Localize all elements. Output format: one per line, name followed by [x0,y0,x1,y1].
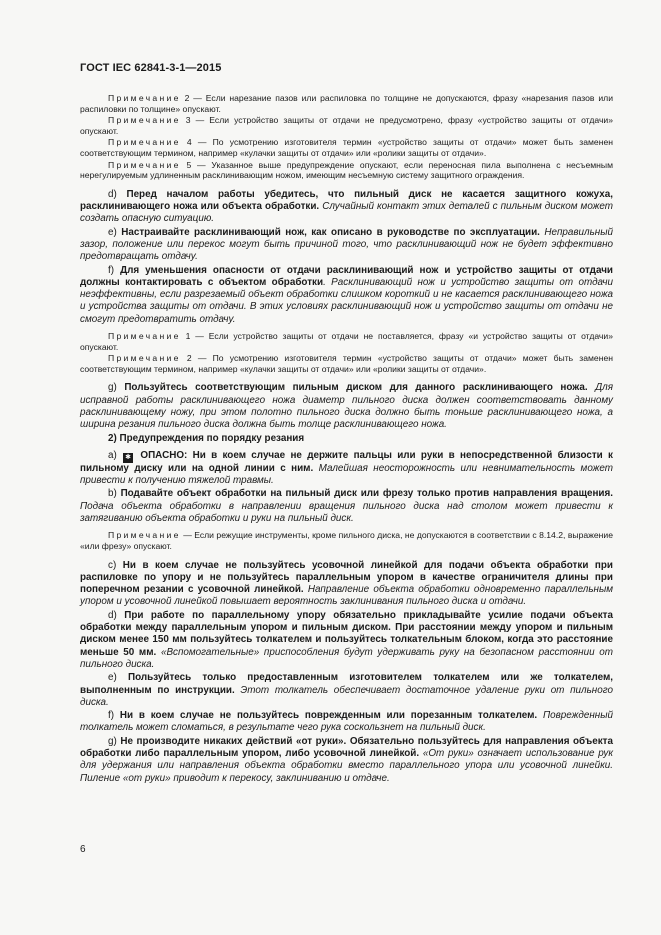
note-2: Примечание 2 — Если нарезание пазов или распиловка по толщине не допускаются, фразу «нарезания пазов или распиловки по толщине» опускают. [80,93,613,114]
paragraph-f2: f) Ни в коем случае не пользуйтесь поврежденным или порезанным толкателем. Поврежденный толкатель может сломаться, в результате чего рука соскользнет на пильный диск. [80,710,613,734]
document-body [80,93,613,786]
paragraph-e2: e) Пользуйтесь только предоставленным изготовителем толкателем или же толкателем, выполненным по инструкции. Этот толкатель обеспечивает достаточное удаление руки от пильного диска. [80,672,614,708]
note-1b: Примечание 1 — Если устройство защиты от отдачи не поставляется, фразу «и устройство защиты от отдачи» опускают. [80,331,613,352]
note-3: Примечание 3 — Если устройство защиты от отдачи не предусмотрено, фразу «устройство защиты от отдачи» опускают. [80,115,613,136]
note-fresa: Примечание — Если режущие инструменты, кроме пильного диска, не допускаются в соответствии с 8.14.2, выражение «или фрезу» опускают. [80,530,613,551]
paragraph-a2: a) ✱ ОПАСНО: Ни в коем случае не держите пальцы или руки в непосредственной близости к пильному диску или на одной линии с ним. Малейшая неосторожность или невнимательность может привести к получению тяжелой травмы. [80,449,614,487]
paragraph-g: g) Пользуйтесь соответствующим пильным диском для данного расклинивающего ножа. Для исправной работы расклинивающего ножа диаметр пильного диска должен соответствовать данному расклинивающему ножу, при этом полотно пильного диска должно быть тоньше расклинивающего ножа, а ширина резания пильного диска должна быть толще расклинивающего ножа. [80,382,613,431]
page-number: 6 [80,844,86,855]
paragraph-d: d) Перед началом работы убедитесь, что пильный диск не касается защитного кожуха, расклинивающего ножа или объекта обработки. Случайный контакт этих деталей с пильным диском может создать опасную ситуацию. [80,188,613,225]
document-header: ГОСТ IEC 62841-3-1—2015 [80,62,222,74]
note-4: Примечание 4 — По усмотрению изготовителя термин «устройство защиты от отдачи» может быть заменен соответствующим термином, например «кулачки защиты от отдачи» или «ролики защиты от отдачи». [80,137,613,158]
note-5: Примечание 5 — Указанное выше предупреждение опускают, если переносная пила выполнена с несъемным нерегулируемым удлиненным расклинивающим ножом, имеющим несъемную систему защитного ограждения. [80,159,613,181]
paragraph-f: f) Для уменьшения опасности от отдачи расклинивающий нож и устройство защиты от отдачи должны контактировать с объектом обработки. Расклинивающий нож и устройство защиты от отдачи неэффективны, если разрезаемый объект обработки слишком короткий и не касается расклинивающего ножа и устройства защиты от отдачи. В этих условиях расклинивающий нож и устройство защиты от отдачи не смогут предотвратить отдачу. [80,264,614,325]
paragraph-g2: g) Не производите никаких действий «от руки». Обязательно пользуйтесь для направления объекта обработки либо параллельным упором, либо усовочной линейкой. «От руки» означает использование рук для удержания или направления объекта обработки вместо параллельного упора или усовочной линейки. Пиление «от руки» приводит к перекосу, заклиниванию и отдаче. [80,735,613,784]
danger-symbol-icon: ✱ [123,453,133,463]
note-2b: Примечание 2 — По усмотрению изготовителя термин «устройство защиты от отдачи» может быть заменен соответствующим термином, например «кулачки защиты от отдачи» или «ролики защиты от отдачи». [80,353,613,374]
paragraph-e: e) Настраивайте расклинивающий нож, как описано в руководстве по эксплуатации. Неправильный зазор, положение или перекос могут быть причиной того, что расклинивающий нож не будет эффективно предотвращать отдачу. [80,226,613,263]
paragraph-d2: d) При работе по параллельному упору обязательно прикладывайте усилие подачи объекта обработки между параллельным упором и пильным диском. При расстоянии между упором и пильным диском менее 150 мм пользуйтесь толкателем и пользуйтесь толкательным блоком, когда это расстояние меньше 50 мм. «Вспомогательные» приспособления будут удерживать руку на безопасном расстоянии от пильного диска. [80,609,614,670]
section-title: 2) Предупреждения по порядку резания [108,432,305,444]
paragraph-c2: c) Ни в коем случае не пользуйтесь усовочной линейкой для подачи объекта обработки при распиловке по упору и не пользуйтесь параллельным упором в качестве ограничителя длины при поперечном резании с усовочной линейкой. Направление объекта обработки одновременно параллельным упором и усовочной линейкой повышает вероятность заклинивания пильного диска и отдачи. [80,559,614,608]
paragraph-b2: b) Подавайте объект обработки на пильный диск или фрезу только против направления вращения. Подача объекта обработки в направлении вращения пильного диска над столом может привести к затягиванию объекта обработки и руки на пильный диск. [80,488,613,525]
